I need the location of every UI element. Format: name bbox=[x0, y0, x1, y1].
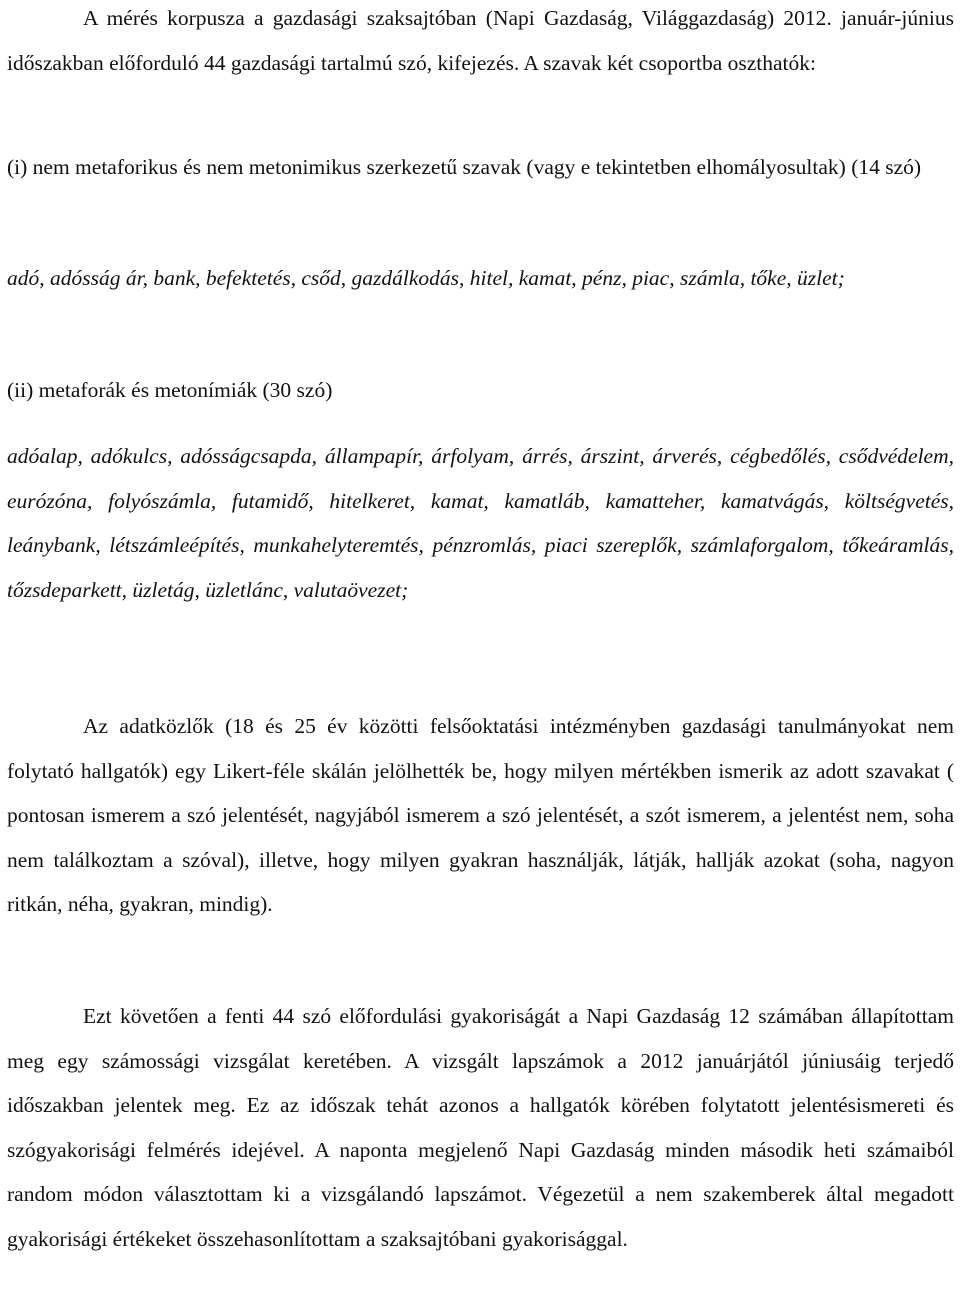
method-paragraph: Az adatközlők (18 és 25 év közötti felsőoktatási intézményben gazdasági tanulmányokat nem folytató hallgatók) egy Likert-féle skálán jelölhették be, hogy milyen mértékben ismerik az adott szavakat ( pontosan ismerem a szó jelentését, nagyjából ismerem a szó jelentését, a szót ismerem, a jelentést nem, soha nem találkoztam a szóval), illetve, hogy milyen gyakran használják, látják, hallják azokat (soha, nagyon ritkán, néha, gyakran, mindig). bbox=[7, 714, 954, 916]
group1-heading: (i) nem metaforikus és nem metonimikus szerkezetű szavak (vagy e tekintetben elhomályosultak) (14 szó) bbox=[7, 155, 922, 179]
intro-paragraph: A mérés korpusza a gazdasági szaksajtóban (Napi Gazdaság, Világgazdaság) 2012. január-június időszakban előforduló 44 gazdasági tartalmú szó, kifejezés. A szavak két csoportba oszthatók: bbox=[7, 6, 954, 75]
group2-word-list: adóalap, adókulcs, adósságcsapda, állampapír, árfolyam, árrés, árszint, árverés, cégbedőlés, csődvédelem, eurózóna, folyószámla, futamidő, hitelkeret, kamat, kamatláb, kamatteher, kamatvágás, költségvetés, leánybank, létszámleépítés, munkahelyteremtés, pénzromlás, piaci szereplők, számlaforgalom, tőkeáramlás, tőzsdeparkett, üzletág, üzletlánc, valutaövezet; bbox=[7, 444, 954, 602]
group2-heading: (ii) metaforák és metonímiák (30 szó) bbox=[7, 378, 333, 402]
group1-word-list: adó, adósság ár, bank, befektetés, csőd, gazdálkodás, hitel, kamat, pénz, piac, számla, tőke, üzlet; bbox=[7, 266, 845, 290]
frequency-paragraph: Ezt követően a fenti 44 szó előfordulási gyakoriságát a Napi Gazdaság 12 számában állapítottam meg egy számossági vizsgálat keretében. A vizsgált lapszámok a 2012 januárjától júniusáig terjedő időszakban jelentek meg. Ez az időszak tehát azonos a hallgatók körében folytatott jelentésismereti és szógyakorisági felmérés idejével. A naponta megjelenő Napi Gazdaság minden második heti számaiból random módon választottam ki a vizsgálandó lapszámot. Végezetül a nem szakemberek által megadott gyakorisági értékeket összehasonlítottam a szaksajtóbani gyakorisággal. bbox=[7, 1004, 954, 1251]
